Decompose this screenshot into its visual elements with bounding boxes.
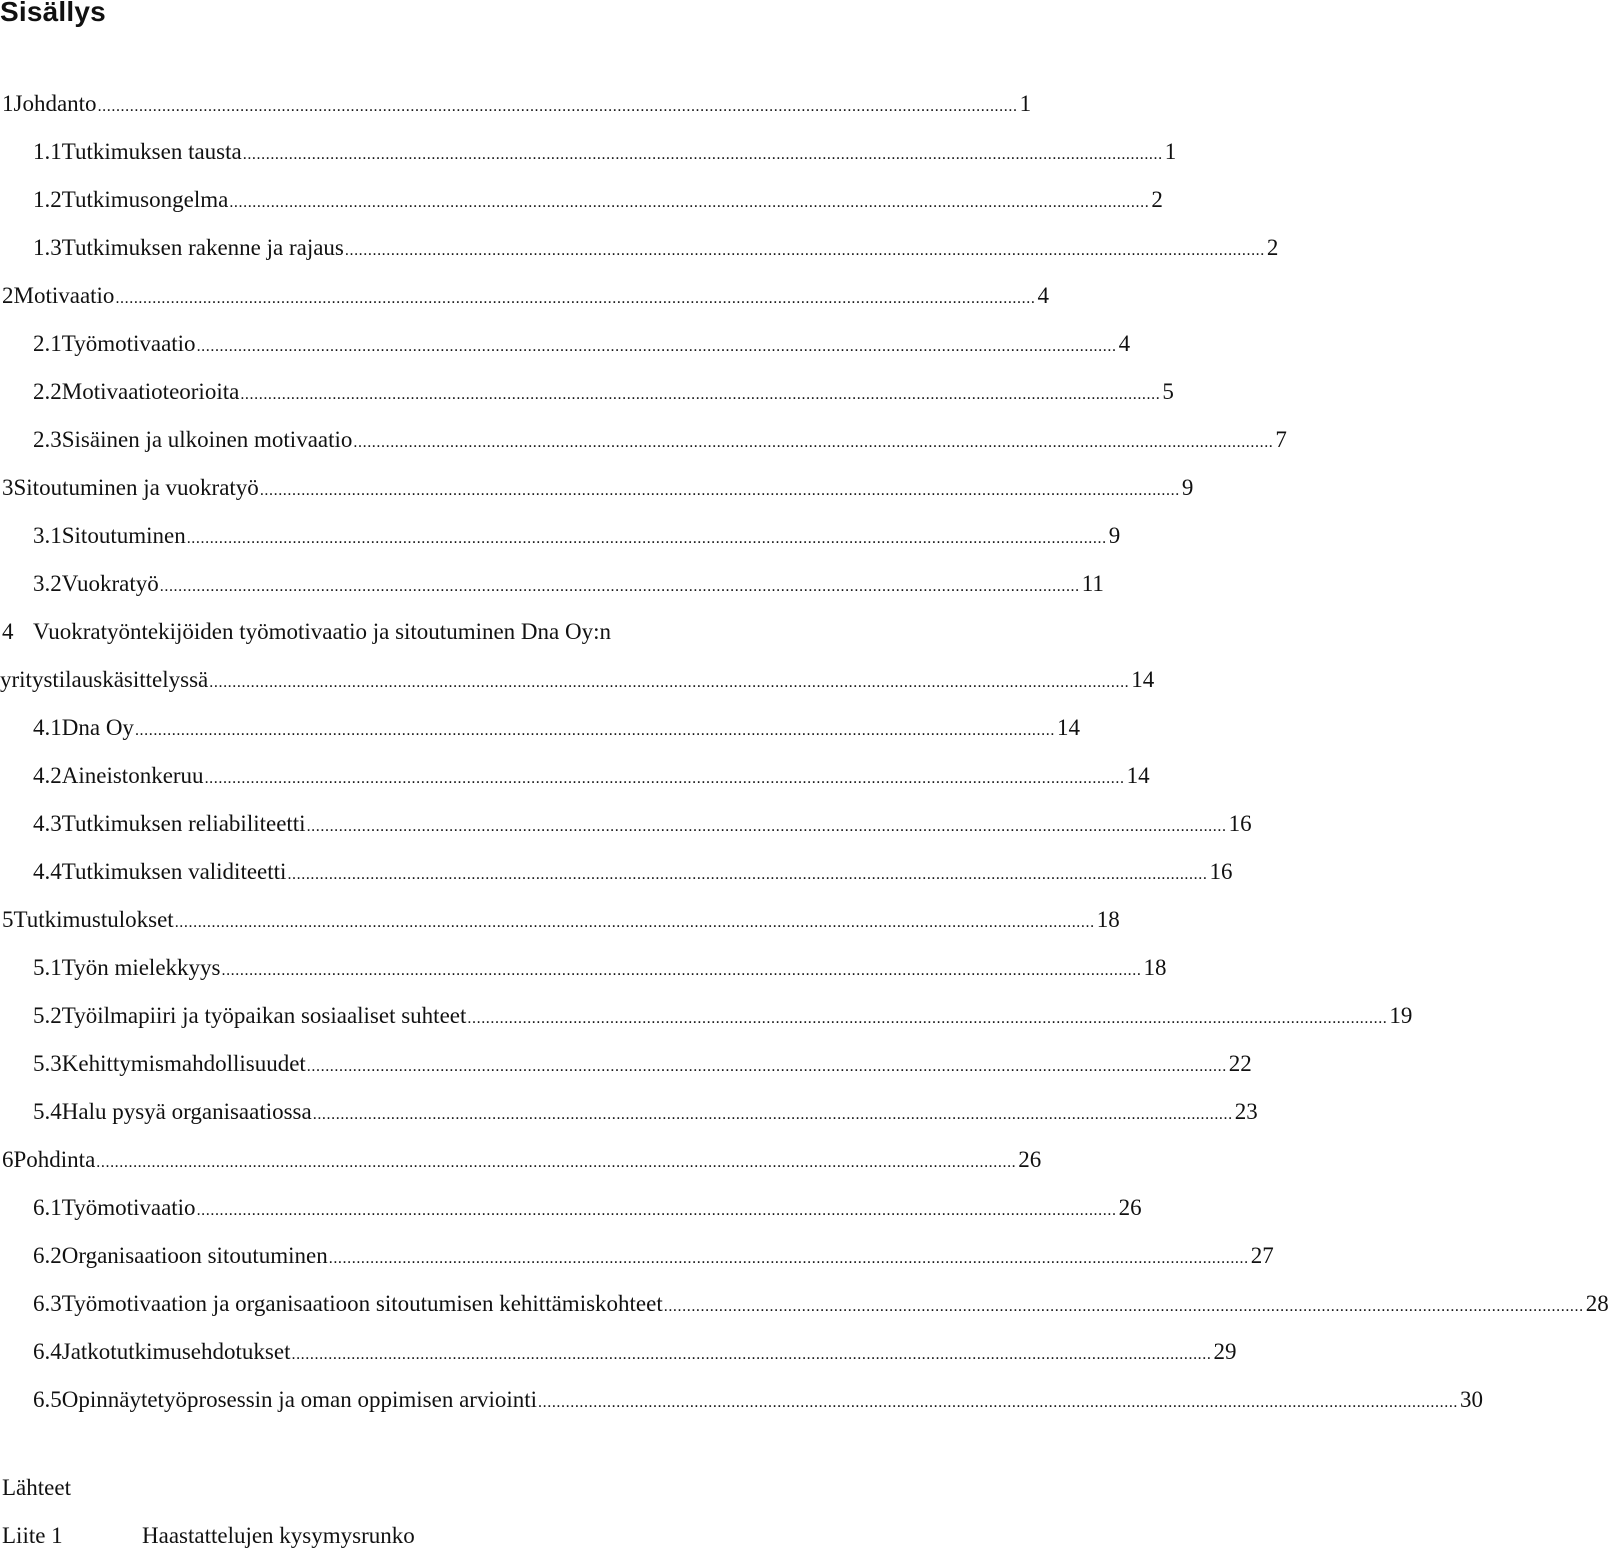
toc-entry-page: 14	[1056, 715, 1080, 740]
toc-entry-title: Motivaatioteorioita	[61, 379, 240, 404]
toc-entry[interactable]	[0, 704, 1080, 752]
toc-entry-title: Pohdinta	[13, 1147, 96, 1172]
toc-entry-page: 4	[1037, 283, 1049, 308]
toc-entry[interactable]	[0, 1136, 1042, 1184]
toc-entry-title: Organisaatioon sitoutuminen	[61, 1243, 328, 1268]
toc-entry-number: 4	[2, 619, 14, 644]
toc-entry-number: 6.2	[33, 1243, 62, 1268]
toc-leader-dots: ........................................................................................................................................................................................................	[221, 962, 1142, 979]
toc-entry[interactable]	[0, 80, 1032, 128]
toc-entry-title: Tutkimuksen reliabiliteetti	[61, 811, 306, 836]
toc-entry[interactable]	[0, 320, 1131, 368]
toc-entry-number: 1	[2, 91, 14, 116]
toc-entry-number: 3.1	[33, 523, 62, 548]
toc-entry-title: Vuokratyöntekijöiden työmotivaatio ja sitoutuminen Dna Oy:n	[33, 619, 611, 644]
toc-leader-dots: ........................................................................................................................................................................................................	[196, 1202, 1117, 1219]
toc-entry[interactable]	[0, 416, 1287, 464]
toc-entry-title: Työmotivaation ja organisaatioon sitoutumisen kehittämiskohteet	[61, 1291, 663, 1316]
toc-entry-title: Motivaatio	[13, 283, 115, 308]
toc-entry-page: 18	[1143, 955, 1167, 980]
toc-leader-dots: ........................................................................................................................................................................................................	[328, 1250, 1249, 1267]
toc-entry-page: 28	[1585, 1291, 1609, 1316]
toc-entry[interactable]	[0, 560, 1104, 608]
toc-entry-number: 2.2	[33, 379, 62, 404]
toc-entry-title: Tutkimuksen tausta	[61, 139, 242, 164]
toc-entry[interactable]	[0, 1184, 1142, 1232]
references-heading[interactable]: Lähteet	[2, 1475, 71, 1500]
toc-entry-page: 4	[1118, 331, 1131, 356]
toc-entry-title: Sitoutuminen	[61, 523, 186, 548]
toc-entry-title: Työmotivaatio	[61, 331, 196, 356]
toc-entry-number: 6.4	[33, 1339, 62, 1364]
toc-entry-number: 2	[2, 283, 14, 308]
toc-entry[interactable]	[0, 896, 1120, 944]
toc-entry-number: 3	[2, 475, 14, 500]
toc-leader-dots: ........................................................................................................................................................................................................	[287, 866, 1208, 883]
toc-leader-dots: ........................................................................................................................................................................................................	[96, 1154, 1017, 1171]
toc-entry[interactable]	[0, 1376, 1484, 1424]
toc-entry-number: 4.4	[33, 859, 62, 884]
toc-entry[interactable]	[0, 272, 1049, 320]
toc-entry-number: 6.1	[33, 1195, 62, 1220]
toc-entry-page: 30	[1460, 1387, 1484, 1412]
page-title: Sisällys	[0, 0, 106, 27]
appendix-entry[interactable]	[2, 1523, 415, 1549]
toc-entry-title: yritystilauskäsittelyssä	[0, 667, 209, 692]
toc-entry[interactable]	[0, 1328, 1237, 1376]
toc-entry-title: Tutkimuksen rakenne ja rajaus	[61, 235, 344, 260]
toc-leader-dots: ........................................................................................................................................................................................................	[242, 146, 1163, 163]
toc-leader-dots: ........................................................................................................................................................................................................	[229, 194, 1150, 211]
toc-entry-page: 11	[1081, 571, 1104, 596]
toc-entry-number: 5.1	[33, 955, 62, 980]
toc-entry-page: 26	[1018, 1147, 1042, 1172]
toc-entry-title: Sitoutuminen ja vuokratyö	[13, 475, 259, 500]
toc-entry-page: 14	[1131, 667, 1155, 692]
toc-entry-page: 2	[1266, 235, 1279, 260]
toc-entry[interactable]	[0, 1088, 1258, 1136]
toc-entry-number: 1.3	[33, 235, 62, 260]
toc-entry-number: 5.2	[33, 1003, 62, 1028]
toc-entry-number: 2.1	[33, 331, 62, 356]
toc-entry-title: Halu pysyä organisaatiossa	[61, 1099, 312, 1124]
toc-entry-page: 16	[1209, 859, 1233, 884]
toc-entry-title: Aineistonkeruu	[61, 763, 204, 788]
toc-entry[interactable]	[0, 608, 960, 656]
toc-entry-title: Kehittymismahdollisuudet	[61, 1051, 306, 1076]
toc-leader-dots: ........................................................................................................................................................................................................	[174, 914, 1095, 931]
toc-leader-dots: ........................................................................................................................................................................................................	[159, 578, 1080, 595]
toc-leader-dots: ........................................................................................................................................................................................................	[291, 1346, 1212, 1363]
toc-entry-number: 4.2	[33, 763, 62, 788]
toc-leader-dots: ........................................................................................................................................................................................................	[306, 818, 1227, 835]
toc-entry[interactable]	[0, 656, 1155, 704]
toc-leader-dots: ........................................................................................................................................................................................................	[344, 242, 1265, 259]
toc-entry[interactable]	[0, 464, 1194, 512]
toc-entry[interactable]	[0, 512, 1121, 560]
toc-leader-dots: ........................................................................................................................................................................................................	[204, 770, 1125, 787]
toc-entry-title: Työn mielekkyys	[61, 955, 221, 980]
toc-entry-page: 9	[1181, 475, 1194, 500]
toc-entry[interactable]	[0, 992, 1413, 1040]
toc-entry-page: 16	[1228, 811, 1252, 836]
toc-entry-page: 1	[1019, 91, 1032, 116]
appendix-label: Liite 1	[2, 1523, 63, 1548]
toc-entry-number: 1.2	[33, 187, 62, 212]
toc-entry[interactable]	[0, 800, 1252, 848]
toc-entry-page: 1	[1164, 139, 1177, 164]
toc-entry-title: Opinnäytetyöprosessin ja oman oppimisen arviointi	[61, 1387, 538, 1412]
toc-leader-dots: ........................................................................................................................................................................................................	[467, 1010, 1388, 1027]
toc-entry-title: Tutkimusongelma	[61, 187, 229, 212]
toc-entry-page: 5	[1162, 379, 1174, 404]
toc-leader-dots: ........................................................................................................................................................................................................	[97, 98, 1018, 115]
toc-leader-dots: ........................................................................................................................................................................................................	[663, 1298, 1584, 1315]
toc-leader-dots: ........................................................................................................................................................................................................	[259, 482, 1180, 499]
toc-entry-page: 9	[1108, 523, 1121, 548]
toc-entry-number: 5.3	[33, 1051, 62, 1076]
toc-entry[interactable]	[0, 1040, 1252, 1088]
toc-entry-number: 4.3	[33, 811, 62, 836]
toc-entry-number: 1.1	[33, 139, 62, 164]
toc-leader-dots: ........................................................................................................................................................................................................	[312, 1106, 1233, 1123]
toc-entry[interactable]	[0, 1280, 1609, 1328]
toc-entry[interactable]	[0, 944, 1167, 992]
toc-leader-dots: ........................................................................................................................................................................................................	[115, 290, 1036, 307]
toc-leader-dots: ........................................................................................................................................................................................................	[240, 386, 1161, 403]
toc-entry-title: Työmotivaatio	[61, 1195, 196, 1220]
toc-entry-number: 5	[2, 907, 14, 932]
toc-entry[interactable]	[0, 128, 1177, 176]
toc-entry-number: 6	[2, 1147, 14, 1172]
toc-entry-page: 27	[1250, 1243, 1274, 1268]
toc-entry-title: Johdanto	[13, 91, 97, 116]
toc-entry-title: Jatkotutkimusehdotukset	[61, 1339, 291, 1364]
appendix-title: Haastattelujen kysymysrunko	[142, 1523, 415, 1548]
toc-entry[interactable]	[0, 176, 1163, 224]
toc-leader-dots: ........................................................................................................................................................................................................	[186, 530, 1107, 547]
toc-entry-title: Vuokratyö	[61, 571, 159, 596]
toc-entry-page: 18	[1096, 907, 1120, 932]
toc-entry-number: 6.3	[33, 1291, 62, 1316]
toc-entry-number: 2.3	[33, 427, 62, 452]
toc-entry[interactable]	[0, 224, 1279, 272]
toc-entry[interactable]	[0, 1232, 1274, 1280]
toc-leader-dots: ........................................................................................................................................................................................................	[196, 338, 1117, 355]
toc-entry-title: Työilmapiiri ja työpaikan sosiaaliset suhteet	[61, 1003, 467, 1028]
toc-leader-dots: ........................................................................................................................................................................................................	[538, 1394, 1459, 1411]
toc-leader-dots: ........................................................................................................................................................................................................	[306, 1058, 1227, 1075]
table-of-contents	[0, 80, 1609, 1424]
toc-entry-title: Tutkimuksen validiteetti	[61, 859, 287, 884]
toc-entry-page: 23	[1234, 1099, 1258, 1124]
toc-entry-title: Dna Oy	[61, 715, 134, 740]
toc-entry-page: 2	[1151, 187, 1163, 212]
toc-entry-page: 7	[1275, 427, 1287, 452]
toc-entry-number: 3.2	[33, 571, 62, 596]
toc-entry-page: 29	[1213, 1339, 1237, 1364]
toc-leader-dots: ........................................................................................................................................................................................................	[134, 722, 1055, 739]
toc-entry-title: Tutkimustulokset	[13, 907, 174, 932]
toc-entry[interactable]	[0, 848, 1233, 896]
toc-entry-page: 22	[1228, 1051, 1252, 1076]
toc-entry[interactable]	[0, 368, 1174, 416]
toc-entry-number: 4.1	[33, 715, 62, 740]
toc-entry-page: 26	[1118, 1195, 1142, 1220]
toc-entry-page: 19	[1389, 1003, 1413, 1028]
toc-leader-dots: ........................................................................................................................................................................................................	[353, 434, 1274, 451]
toc-entry-title: Sisäinen ja ulkoinen motivaatio	[61, 427, 353, 452]
toc-entry-page: 14	[1126, 763, 1150, 788]
toc-entry-number: 5.4	[33, 1099, 62, 1124]
toc-entry-number: 6.5	[33, 1387, 62, 1412]
toc-leader-dots: ........................................................................................................................................................................................................	[209, 674, 1130, 691]
toc-entry[interactable]	[0, 752, 1150, 800]
